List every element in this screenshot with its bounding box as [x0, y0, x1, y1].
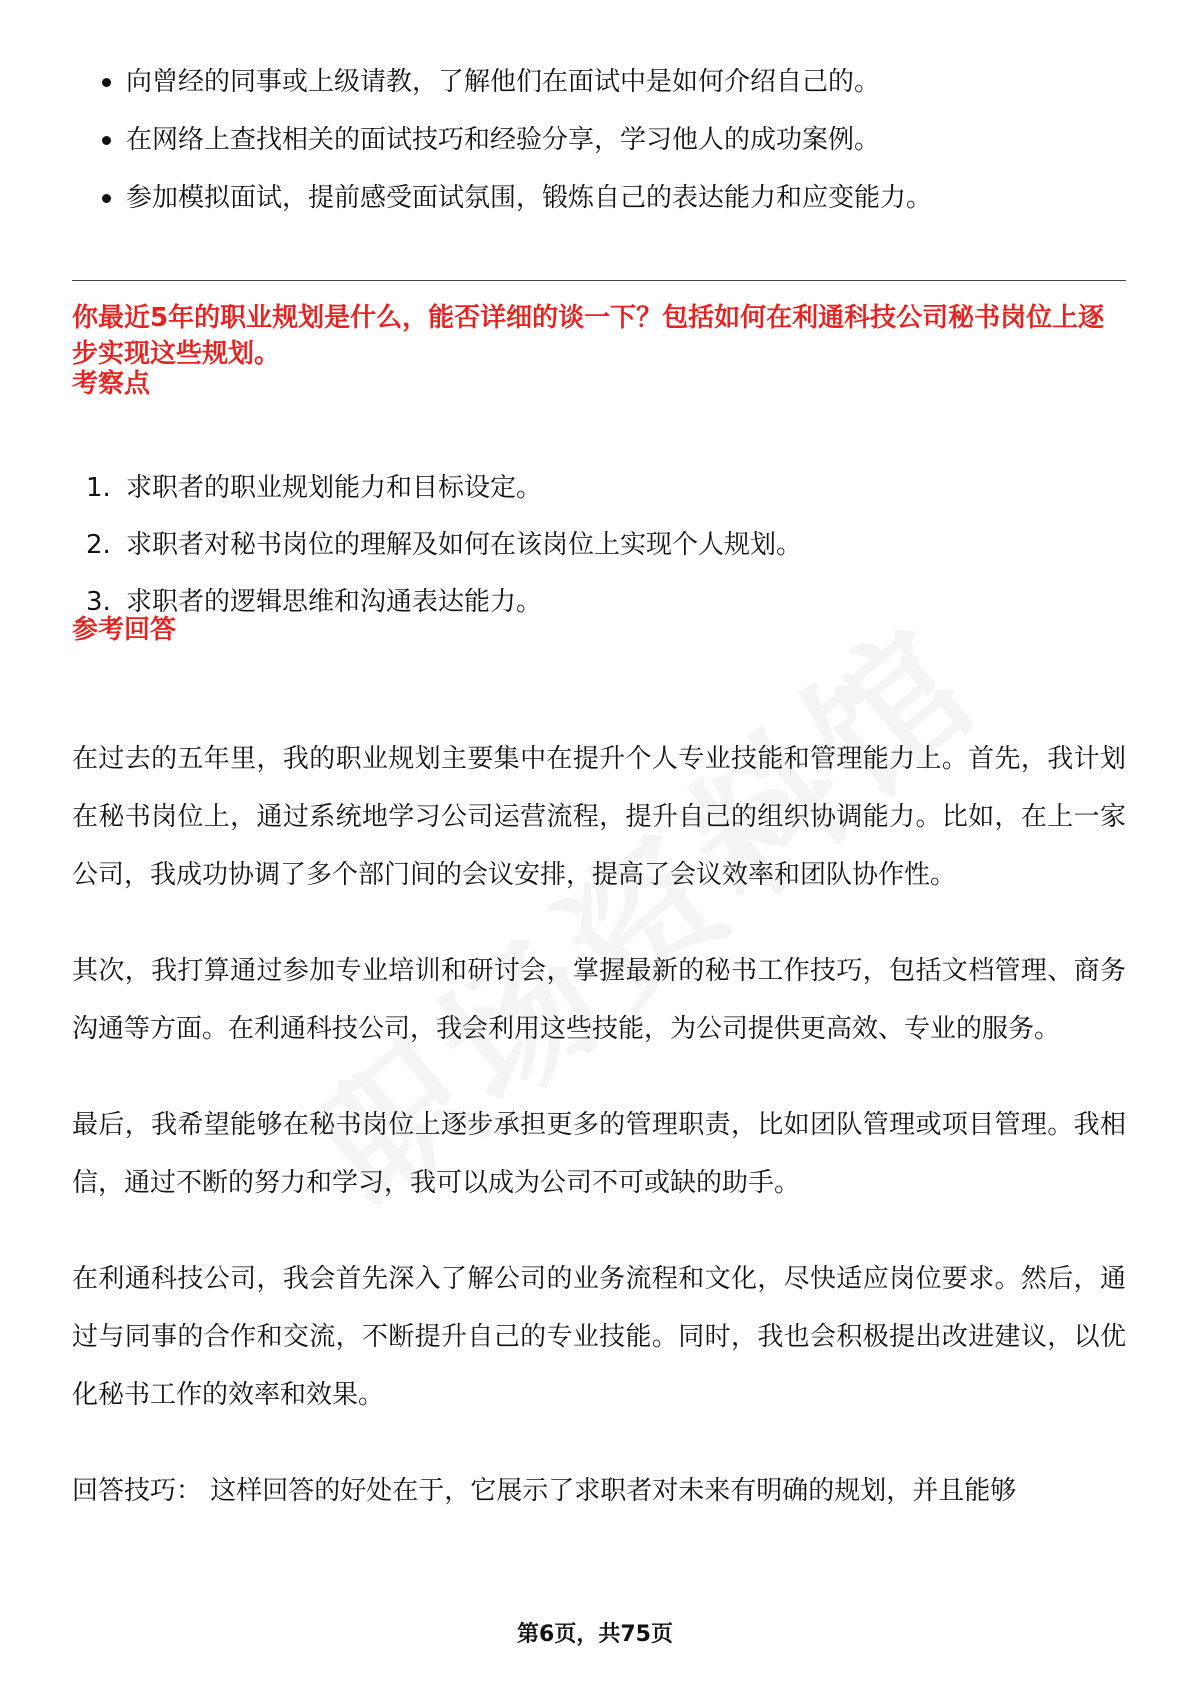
- list-text: 求职者的逻辑思维和沟通表达能力。: [126, 587, 543, 617]
- list-number: 3.: [86, 587, 111, 617]
- bullet-item: [72, 62, 1122, 102]
- answer-paragraph: 在利通科技公司，我会首先深入了解公司的业务流程和文化，尽快适应岗位要求。然后，通过与同事的合作和交流，不断提升自己的专业技能。同时，我也会积极提出改进建议，以优化秘书工作的效率和效果。: [72, 1264, 1126, 1410]
- bullet-dot-icon: [102, 136, 111, 145]
- bullet-dot-icon: [102, 78, 111, 87]
- list-item: [72, 525, 1126, 565]
- bullet-dot-icon: [102, 194, 111, 203]
- points-list: [72, 468, 1126, 639]
- list-number: 1.: [86, 473, 111, 503]
- answer-paragraph: 在过去的五年里，我的职业规划主要集中在提升个人专业技能和管理能力上。首先，我计划在秘书岗位上，通过系统地学习公司运营流程，提升自己的组织协调能力。比如，在上一家公司，我成功协调了多个部门间的会议安排，提高了会议效率和团队协作性。: [72, 744, 1126, 890]
- bullet-item: [72, 120, 1122, 160]
- answer-paragraph: 回答技巧： 这样回答的好处在于，它展示了求职者对未来有明确的规划，并且能够: [72, 1476, 1017, 1506]
- section-divider: [72, 280, 1126, 281]
- list-item: [72, 468, 1126, 508]
- page-number-footer: 第6页，共75页: [517, 1622, 673, 1647]
- bullet-text: 在网络上查找相关的面试技巧和经验分享，学习他人的成功案例。: [126, 125, 881, 155]
- question-title: 你最近5年的职业规划是什么，能否详细的谈一下？包括如何在利通科技公司秘书岗位上逐步实现这些规划。: [72, 303, 1105, 369]
- answer-body: [72, 730, 1126, 1558]
- list-text: 求职者对秘书岗位的理解及如何在该岗位上实现个人规划。: [126, 530, 803, 560]
- bullet-text: 向曾经的同事或上级请教，了解他们在面试中是如何介绍自己的。: [126, 67, 881, 97]
- answer-heading: 参考回答: [72, 615, 177, 645]
- list-item: [72, 582, 1126, 622]
- points-heading: 考察点: [72, 369, 151, 399]
- list-number: 2.: [86, 530, 111, 560]
- bullet-item: [72, 178, 1122, 218]
- tips-bullet-list: [72, 62, 1122, 236]
- answer-paragraph: 其次，我打算通过参加专业培训和研讨会，掌握最新的秘书工作技巧，包括文档管理、商务沟通等方面。在利通科技公司，我会利用这些技能，为公司提供更高效、专业的服务。: [72, 956, 1126, 1044]
- answer-paragraph: 最后，我希望能够在秘书岗位上逐步承担更多的管理职责，比如团队管理或项目管理。我相信，通过不断的努力和学习，我可以成为公司不可或缺的助手。: [72, 1110, 1126, 1198]
- bullet-text: 参加模拟面试，提前感受面试氛围，锻炼自己的表达能力和应变能力。: [126, 183, 933, 213]
- list-text: 求职者的职业规划能力和目标设定。: [126, 473, 543, 503]
